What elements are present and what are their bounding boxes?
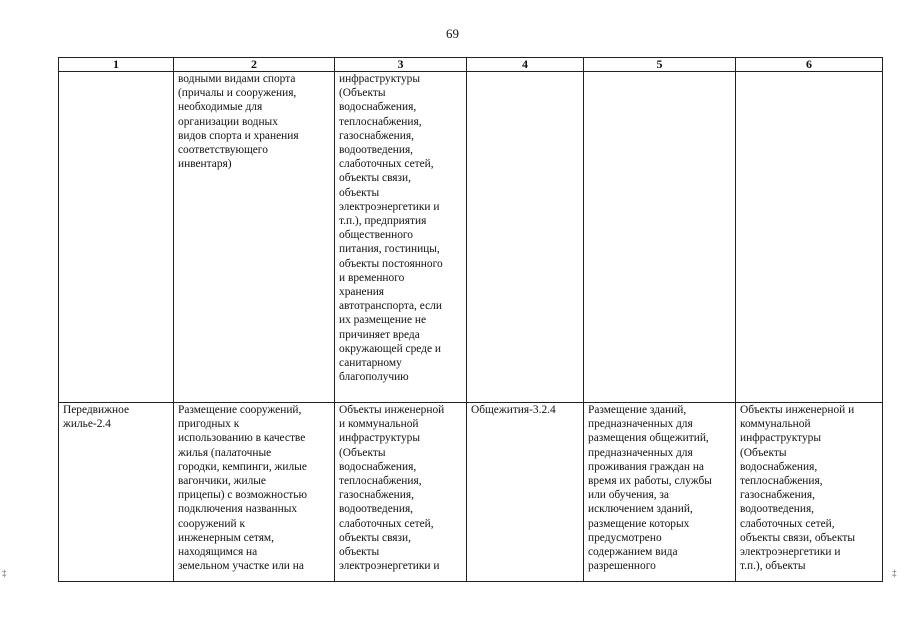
- page-number: 69: [446, 26, 459, 41]
- table-row: [59, 403, 883, 582]
- scan-edge-mark: ‡: [2, 568, 7, 578]
- header-cell-6: 6: [736, 58, 883, 72]
- cell-text: инфраструктуры (Объекты водоснабжения, теплоснабжения, газоснабжения, водоотведения, слаботочных сетей, объекты связи, объекты электроэнергетики и т.п.), предприятия общественного питания, гостиницы, объекты постоянного и временного хранения автотранспорта, если их размещение не причиняет вреда окружающей среде и санитарному благополучию: [339, 73, 443, 384]
- cell-text: Размещение сооружений, пригодных к использованию в качестве жилья (палаточные городки, кемпинги, жилые вагончики, жилые прицепы) с возможностью подключения названных сооружений к инженерным сетям, находящимся на земельном участке или на: [178, 404, 307, 573]
- header-cell-1: 1: [59, 58, 174, 72]
- cell-text: водными видами спорта (причалы и сооружения, необходимые для организации водных видов спорта и хранения соответствующего инвентаря): [178, 73, 299, 171]
- table-cell: [467, 72, 584, 403]
- cell-text: Передвижное жилье-2.4: [63, 404, 130, 431]
- table-cell: [335, 403, 467, 582]
- header-cell-3: 3: [335, 58, 467, 72]
- cell-text: Объекты инженерной и коммунальной инфраструктуры (Объекты водоснабжения, теплоснабжения, газоснабжения, водоотведения, слаботочных сетей, объекты связи, объекты электроэнергетики и: [339, 404, 445, 573]
- table-cell: [584, 72, 736, 403]
- header-cell-5: 5: [584, 58, 736, 72]
- header-cell-2: 2: [174, 58, 335, 72]
- table-cell: [59, 403, 174, 582]
- table-cell: [736, 403, 883, 582]
- table-row: [59, 72, 883, 403]
- cell-text: Общежития-3.2.4: [471, 404, 556, 416]
- cell-text: Размещение зданий, предназначенных для размещения общежитий, предназначенных для проживания граждан на время их работы, службы или обучения, за исключением зданий, размещение которых предусмотрено содержанием вида разрешенного: [588, 404, 712, 573]
- header-row: [59, 58, 883, 72]
- table-cell: [467, 403, 584, 582]
- table-cell: [174, 72, 335, 403]
- land-use-table: [58, 57, 883, 582]
- header-cell-4: 4: [467, 58, 584, 72]
- table-cell: [584, 403, 736, 582]
- cell-text: Объекты инженерной и коммунальной инфраструктуры (Объекты водоснабжения, теплоснабжения, газоснабжения, водоотведения, слаботочных сетей, объекты связи, объекты электроэнергетики и т.п.), объекты: [740, 404, 855, 573]
- table-cell: [174, 403, 335, 582]
- scan-edge-mark: ‡: [892, 568, 897, 578]
- table-cell: [59, 72, 174, 403]
- table-cell: [736, 72, 883, 403]
- table-cell: [335, 72, 467, 403]
